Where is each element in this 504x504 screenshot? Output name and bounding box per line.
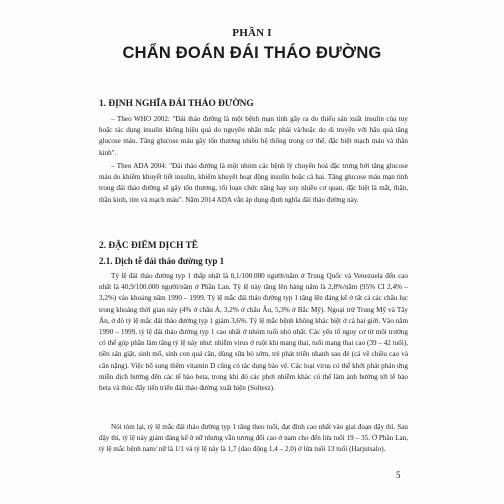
section-2-heading: 2. ĐẶC ĐIỂM DỊCH TỄ <box>99 241 199 251</box>
section-1-heading: 1. ĐỊNH NGHĨA ĐÁI THÁO ĐƯỜNG <box>99 99 254 109</box>
section-1-paragraph-1: – Theo WHO 2002: "Đái tháo đường là một bệnh mạn tính gây ra do thiếu sản xuất insulin của tuy hoặc tác dụng insulin không hiệu quả do nguyên nhân mắc phải và/hoặc do di truyền với hậu quả tăng glucose máu. Tăng glucose máu gây tổn thương nhiều hệ thống trong cơ thể, đặc biệt mạch máu và thần kinh". <box>99 115 408 157</box>
page-number: 5 <box>396 470 401 480</box>
part-label: PHẦN I <box>232 27 272 39</box>
section-1-paragraph-2: – Theo ADA 2004: "Đái tháo đường là một nhóm các bệnh lý chuyển hoá đặc trưng bởi tăng glucose máu do khiếm khuyết tiết insulin, khiếm khuyết hoạt động insulin hoặc cả hai. Tăng glucose máu mạn tính trong đái tháo đường sẽ gây tổn thương, rối loạn chức năng hay suy nhiều cơ quan, đặc biệt là mắt, thận, thần kinh, tim và mạch máu". Năm 2014 ADA vẫn áp dụng định nghĩa đái tháo đường này. <box>99 162 408 204</box>
section-2-1-heading: 2.1. Dịch tễ đái tháo đường typ 1 <box>99 256 225 266</box>
chapter-title: CHẨN ĐOÁN ĐÁI THÁO ĐƯỜNG <box>122 44 382 62</box>
section-2-paragraph-2: Nói tóm lại, tỷ lệ mắc đái tháo đường typ 1 tăng theo tuổi, đạt đỉnh cao nhất vào giai đoạn dậy thì. Sau dậy thì, tỷ lệ này giảm đáng kể ở nữ nhưng vẫn tương đối cao ở nam cho đến lứa tuổi 19 – 35. Ở Phần Lan, tỷ lệ mắc bệnh nam/ nữ là 1/1 và tỷ lệ này là 1,7 (dao động 1,4 – 2,0) ở lứa tuổi 13 tuổi (Harjutsalo). <box>99 423 408 454</box>
section-2-paragraph-1: Tỷ lệ đái tháo đường typ 1 thấp nhất là 0,1/100.000 người/năm ở Trung Quốc và Venezuela đến cao nhất là 40,9/100.000 người/năm ở Phần Lan. Tỷ lệ này tăng lên hàng năm là 2,8%/năm (95% CI 2,4% – 3,2%) vào khoảng năm 1990 – 1999. Tỷ lệ mắc đái tháo đường typ 1 tăng lên đáng kể ở tất cả các châu lục trong khoảng thời gian này (4% ở châu Á, 3,2% ở châu Âu, 5,3% ở Bắc Mỹ). Ngoại trừ Trung Mỹ và Tây Ấn, ở đó tỷ lệ mắc đái tháo đường typ 1 giảm 3,6%. Tỷ lệ mắc bệnh không khác biệt ở cả hai giới. Vào năm 1990 – 1999, tỷ lệ đái tháo đường typ 1 cao nhất ở nhóm tuổi nhỏ nhất. Các yếu tố nguy cơ từ môi trường có thể góp phần làm tăng tỷ lệ này như: nhiễm virus ở ruột khi mang thai, tuổi mang thai cao (39 – 42 tuổi), tiền sản giật, sinh mổ, sinh con quá cân, dùng sữa bò sớm, trẻ phát triển nhanh sau đẻ (cả về chiều cao và cân nặng). Việc bổ sung thêm vitamin D cũng có tác dụng bảo vệ. Các loại virus có thể khởi phát phản ứng miễn dịch hướng đến các tế bào beta, trong khi đó các phơi nhiễm khác có thể làm ảnh hưởng tới tế bào beta và thúc đẩy tiến triển đái tháo đường xuất hiện (Soltesz). <box>99 272 408 393</box>
